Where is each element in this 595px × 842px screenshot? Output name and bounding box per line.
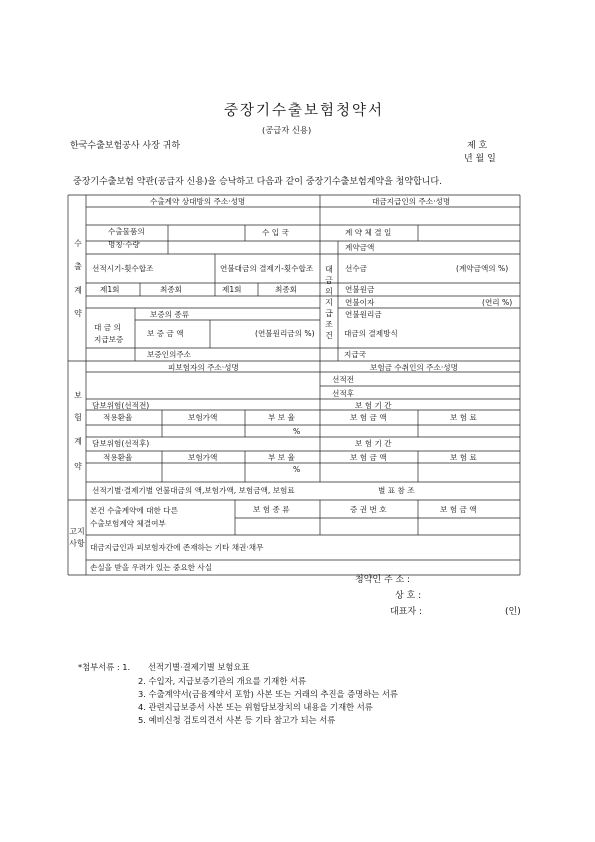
payment-terms-side-char: 조 (325, 320, 333, 329)
beneficiary-header: 보험금 수취인의 주소·성명 (370, 363, 458, 372)
attachment-item: 3. 수출계약서(금융계약서 포함) 사본 또는 거래의 추진을 증명하는 서류 (138, 689, 398, 699)
currency-label: 지급국 (344, 350, 367, 359)
contract-amount-label: 계약금액 (345, 243, 375, 252)
representative-label: 대표자 : (390, 607, 422, 617)
period-after-label: 보 험 기 간 (355, 439, 392, 448)
applicant-address-label: 청약인 주 소 : (355, 575, 411, 585)
insured-value-before: 보험가액 (188, 413, 218, 422)
other-insurance-label-1: 본건 수출계약에 대한 다른 (90, 506, 178, 515)
premium-after: 보 험 료 (450, 453, 477, 462)
section1-side-char: 출 (74, 262, 82, 271)
section2-side-char: 약 (74, 462, 82, 471)
guarantee-type-label: 보증의 종류 (150, 310, 190, 319)
guarantee-amount-label: 보 증 금 액 (147, 329, 184, 338)
attachments-heading: *첨부서류 : 1. (78, 662, 131, 672)
importer-country-label: 수 입 국 (262, 228, 289, 237)
other-claims-label: 대금지급인과 피보험자간에 존재하는 기타 채권·채무 (90, 543, 264, 552)
guarantee-label-1: 대 금 의 (94, 323, 121, 332)
policy-amount-label: 보 험 금 액 (440, 505, 477, 514)
section1-side-char: 약 (74, 309, 82, 318)
period-before-label: 보 험 기 간 (355, 401, 392, 410)
document-title: 중장기수출보험청약서 (224, 103, 385, 119)
pct-mark-after: % (293, 465, 301, 474)
after-shipment-label: 선적후 (332, 389, 355, 398)
seal-mark: (인) (505, 607, 521, 617)
insurance-type-label: 보 험 종 류 (253, 505, 290, 514)
goods-label-2: 명칭·수량 (108, 240, 140, 249)
deferred-interest-label: 연불이자 (345, 298, 375, 307)
company-name-label: 상 호 : (395, 591, 422, 601)
payer-header: 대금지급인의 주소·성명 (372, 197, 451, 206)
document-subtitle: (공급자 신용) (262, 125, 312, 135)
guarantor-address-label: 보증인의주소 (147, 350, 192, 359)
section2-side-char: 보 (74, 391, 82, 400)
risk-after-label: 담보위험(선적후) (92, 439, 150, 448)
insured-header: 피보험자의 주소·성명 (168, 363, 239, 372)
guarantee-pct-label: (연불원리금의 %) (255, 329, 315, 338)
first-payment-label: 제1회 (222, 285, 242, 294)
payment-method-label: 대금의 결제방식 (344, 329, 398, 338)
attachment-item: 선적기별·결제기별 보험요표 (148, 662, 250, 672)
last-shipment-label: 최종회 (160, 285, 183, 294)
attachment-item: 4. 관련지급보증서 사본 또는 위험담보장치의 내용을 기재한 서류 (138, 702, 373, 712)
pct-mark-before: % (293, 427, 301, 436)
contract-date-label: 계 약 체 결 일 (345, 228, 392, 237)
reference-number: 제 호 (467, 141, 488, 151)
deferred-settlement-label: 연불대금의 결제기-횟수합조 (220, 264, 314, 273)
first-shipment-label: 제1회 (100, 285, 120, 294)
insured-value-after: 보험가액 (188, 453, 218, 462)
summary-row-label: 선적기별·결제기별 연불대금의 액,보험가액, 보험금액, 보험료 (92, 486, 295, 495)
other-insurance-label-2: 수출보험계약 체결여부 (90, 519, 166, 528)
section1-side-char: 계 (74, 286, 82, 295)
section1-side-char: 수 (74, 239, 82, 248)
application-date: 년 월 일 (464, 154, 496, 164)
guarantee-label-2: 지급보증 (94, 335, 124, 344)
risk-before-label: 담보위험(선적전) (92, 401, 150, 410)
attachment-item: 5. 예비신청 검토의견서 사본 등 기타 참고가 되는 서류 (138, 715, 336, 725)
summary-reference: 별 표 참 조 (378, 486, 415, 495)
insured-amount-before: 보 험 금 액 (350, 413, 387, 422)
coverage-ratio-after: 적용환율 (103, 453, 133, 462)
section2-side-char: 험 (74, 413, 82, 422)
coverage-rate-after: 부 보 율 (268, 453, 295, 462)
addressee: 한국수출보험공사 사장 귀하 (70, 141, 181, 151)
deferred-total-label: 연불원리금 (345, 310, 382, 319)
advance-payment-label: 선수금 (345, 264, 368, 273)
section3-side-label: 사항 (69, 539, 85, 548)
goods-label: 수출물품의 (108, 227, 145, 236)
coverage-rate-before: 부 보 율 (268, 413, 295, 422)
section3-side-label: 고지 (69, 527, 85, 536)
payment-terms-side-char: 건 (325, 331, 333, 340)
attachment-item: 2. 수입자, 지급보증기관의 개요를 기재한 서류 (138, 676, 307, 686)
intro-text: 중장기수출보험 약관(공급자 신용)을 승낙하고 다음과 같이 중장기수출보험계약을 청약합니다. (73, 177, 442, 187)
last-payment-label: 최종회 (275, 285, 298, 294)
advance-payment-pct: (계약금액의 %) (456, 264, 509, 273)
policy-number-label: 증 권 번 호 (350, 505, 387, 514)
interest-rate-label: (연리 %) (482, 298, 513, 307)
deferred-principal-label: 연불원금 (345, 285, 375, 294)
payment-terms-side-char: 대 (325, 265, 333, 274)
shipping-settlement-label: 선적시기-횟수합조 (92, 264, 154, 273)
payment-terms-side-char: 지 (325, 298, 333, 307)
important-facts-label: 손실을 받을 우려가 있는 중요한 사실 (90, 563, 213, 572)
contract-party-header: 수출계약 상대방의 주소·성명 (150, 197, 246, 206)
premium-before: 보 험 료 (450, 413, 477, 422)
payment-terms-side-char: 금 (325, 276, 333, 285)
before-shipment-label: 선적전 (332, 375, 355, 384)
section2-side-char: 계 (74, 437, 82, 446)
payment-terms-side-char: 급 (325, 309, 333, 318)
insured-amount-after: 보 험 금 액 (350, 453, 387, 462)
payment-terms-side-char: 의 (325, 287, 333, 296)
coverage-ratio-before: 적용환율 (103, 413, 133, 422)
